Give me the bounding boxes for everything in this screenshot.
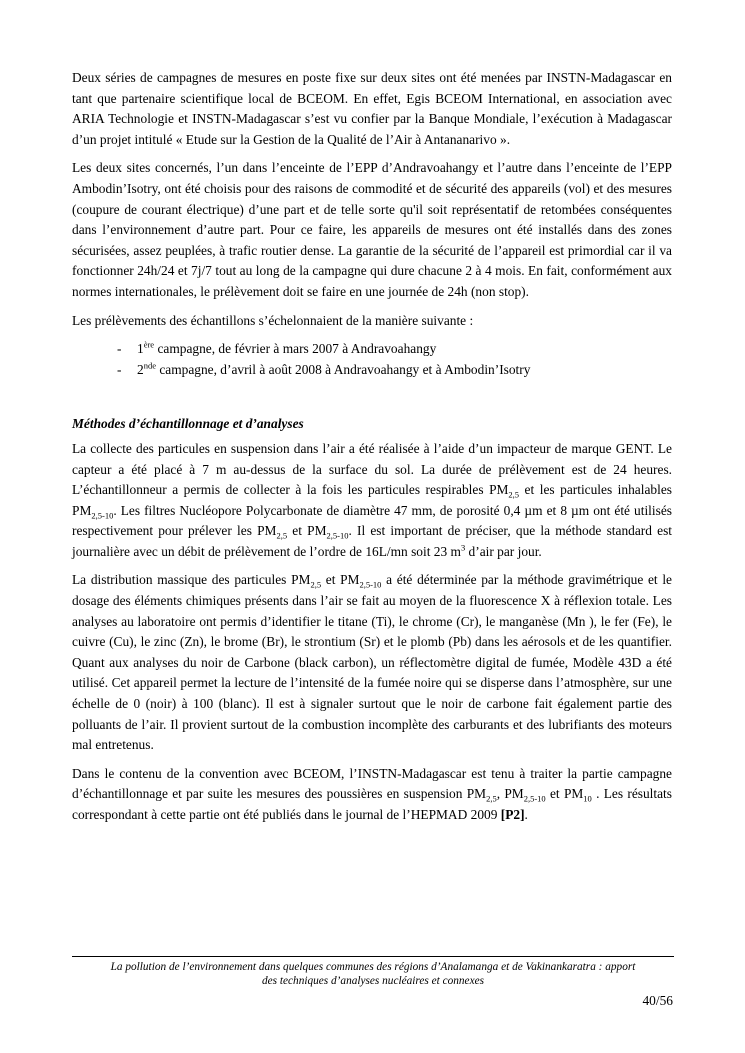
list-text: campagne, de février à mars 2007 à Andravoahangy	[154, 341, 437, 357]
page-body	[72, 68, 672, 834]
page-number: 40/56	[642, 993, 673, 1008]
paragraph-analysis: La distribution massique des particules $PM_{2,5}$ et $PM_{2,5-10}$ a été déterminée par la méthode gravimétrique et le dosage des éléments chimiques présents dans l’air se fait au moyen de la fluorescence X à réflexion totale. Les analyses au laboratoire ont permis d’identifier le titane (Ti), le chrome (Cr), le manganèse (Mn ), le fer (Fe), le cuivre (Cu), le zinc (Zn), le brome (Br), le strontium (Sr) et le plomb (Pb) dans les aérosols et de les quantifier. Quant aux analyses du noir de Carbone (black carbon), un réflectomètre digital de fumée, Modèle 43D a été utilisé. Cet appareil permet la lecture de l’intensité de la fumée noire qui se disperse dans l’atmosphère, sur une échelle de 0 (noir) à 100 (blanc). Il est à signaler surtout que le noir de carbone fait également partie des polluants de l’air. Il provient surtout de la combustion incomplète des carburants et des lubrifiants des moteurs mal entretenus.	[72, 572, 673, 753]
paragraph-intro: Deux séries de campagnes de mesures en poste fixe sur deux sites ont été menées par INSTN-Madagascar en tant que partenaire scientifique local de BCEOM. En effet, Egis BCEOM International, en association avec ARIA Technologie et INSTN-Madagascar s’est vu confier par la Banque Mondiale, l’exécution à Madagascar d’un projet intitulé « Etude sur la Gestion de la Qualité de l’Air à Antananarivo ».	[72, 70, 672, 147]
list-ordinal: 2	[137, 361, 144, 377]
paragraph-sampling: La collecte des particules en suspension dans l’air a été réalisée à l’aide d’un impacteur de marque GENT. Le capteur a été placé à 7 m au-dessus de la surface du sol. La durée de prélèvement est de 24 heures. L’échantillonneur a permis de collecter à la fois les particules respirables $PM_{2,5}$ et les particules inhalables $PM_{2,5-10}$. Les filtres Nucléopore Polycarbonate de diamètre 47 mm, de porosité 0,4 µm et 8 µm ont été utilisés respectivement pour prélever les $PM_{2,5}$ et $PM_{2,5-10}$. Il est important de préciser, que la méthode standard est journalière avec un débit de prélèvement de l’ordre de 16L/mn soit 23 $m^3$ d’air par jour.	[72, 440, 672, 559]
footer-line-2: des techniques d’analyses nucléaires et connexes	[262, 975, 484, 988]
list-item	[72, 360, 672, 381]
paragraph-sites: Les deux sites concernés, l’un dans l’enceinte de l’EPP d’Andravoahangy et l’autre dans l’enceinte de l’EPP Ambodin’Isotry, ont été choisis pour des raisons de commodité et de sécurité des appareils (vol) et des mesures (coupure de courant électrique) d’une part et de telle sorte qu'il soit représentatif de retombées conséquentes dans l’environnement d’autre part. Pour ce faire, les appareils de mesures ont été installés dans des zones sécurisées, assez peuplées, à trafic routier dense. La garantie de la sécurité de l’appareil est primordial car il va fonctionner 24h/24 et 7j/7 tout au long de la campagne qui dure chacune 2 à 4 mois. En fait, conformément aux normes internationales, le prélèvement doit se faire en une journée de 24h (non stop).	[72, 160, 672, 299]
section-heading: Méthodes d’échantillonnage et d’analyses	[72, 416, 304, 432]
list-item	[72, 339, 672, 360]
list-dash: -	[117, 341, 122, 357]
list-text: campagne, d’avril à août 2008 à Andravoahangy et à Ambodin’Isotry	[155, 361, 531, 377]
footer-line-1: La pollution de l’environnement dans quelques communes des régions d’Analamanga et de Vakinankaratra : apport	[110, 961, 636, 973]
list-ordinal-suffix: ère	[143, 339, 155, 350]
list-dash: -	[117, 361, 122, 377]
page-footer	[72, 956, 674, 988]
campaign-list	[72, 339, 672, 380]
list-ordinal-suffix: nde	[143, 360, 156, 371]
list-ordinal: 1	[137, 341, 144, 357]
reference-link: [P2]	[500, 807, 525, 822]
paragraph-convention: Dans le contenu de la convention avec BCEOM, l’INSTN-Madagascar est tenu à traiter la partie campagne d’échantillonnage et par suite les mesures des poussières en suspension $PM_{2,5}$, $PM_{2,5-10}$ et $PM_{10}$ . Les résultats correspondant à cette partie ont été publiés dans le journal de l’HEPMAD 2009 [P2].	[72, 765, 672, 822]
paragraph-schedule-intro: Les prélèvements des échantillons s’échelonnaient de la manière suivante :	[72, 312, 474, 328]
